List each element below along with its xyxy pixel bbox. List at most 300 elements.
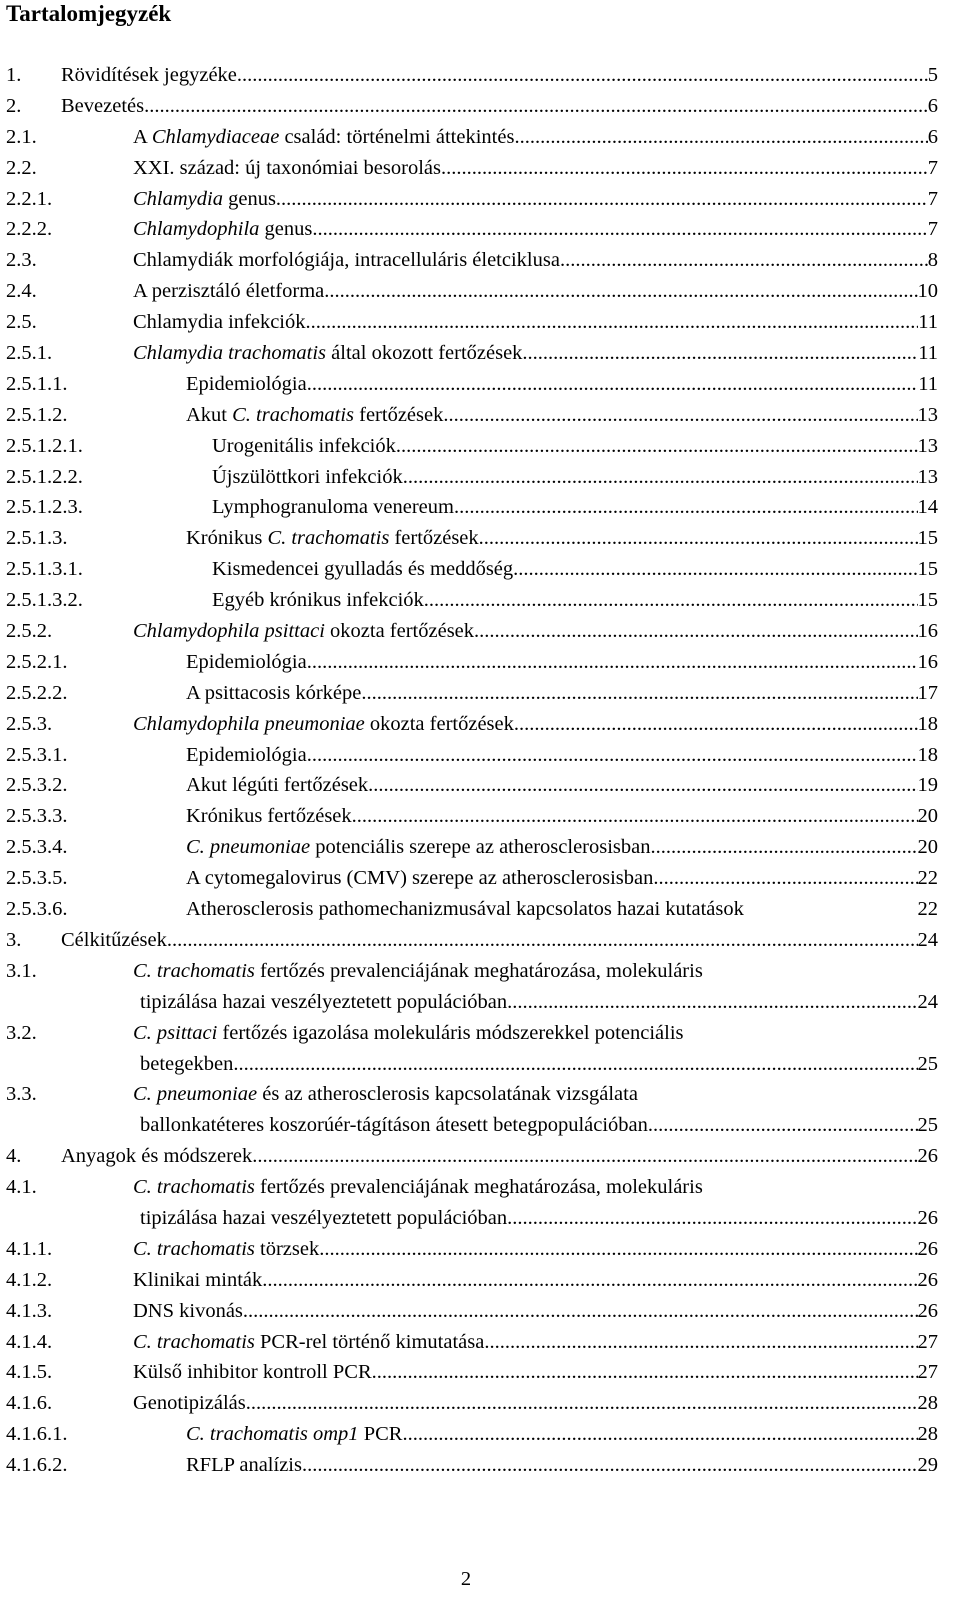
toc-entry-number: 2.5.1.2. bbox=[6, 403, 68, 426]
toc-entry-line bbox=[186, 1419, 938, 1450]
toc-entry-page: 28 bbox=[917, 1423, 938, 1446]
dot-leader bbox=[522, 338, 918, 369]
toc-entry-number: 2.5.2. bbox=[6, 620, 53, 643]
dot-leader bbox=[560, 245, 928, 276]
toc-entry-body bbox=[133, 1079, 938, 1141]
toc-entry-page: 24 bbox=[917, 990, 938, 1013]
toc-entry-text-part: C. pneumoniae bbox=[133, 1083, 258, 1106]
dot-leader bbox=[262, 1265, 917, 1296]
toc-entry[interactable] bbox=[6, 1265, 938, 1296]
toc-entry-body bbox=[133, 956, 938, 1018]
toc-entry-title bbox=[212, 554, 513, 585]
toc-entry[interactable] bbox=[6, 863, 938, 894]
toc-entry-text-part: Genotipizálás bbox=[133, 1392, 246, 1415]
toc-entry-text-part: Chlamydiák morfológiája, intracelluláris életciklusa bbox=[133, 249, 560, 272]
toc-entry-line bbox=[133, 1327, 938, 1358]
toc-entry-text-part: betegekben bbox=[140, 1052, 234, 1075]
toc-entry-body bbox=[133, 709, 938, 740]
toc-entry-body bbox=[186, 1450, 938, 1481]
toc-entry-text-part: C. pneumoniae bbox=[186, 836, 311, 859]
toc-entry[interactable] bbox=[6, 122, 938, 153]
toc-entry-page: 25 bbox=[917, 1114, 938, 1137]
toc-entry[interactable] bbox=[6, 585, 938, 616]
dot-leader bbox=[237, 60, 928, 91]
toc-entry-number: 2.5.1.2.3. bbox=[6, 496, 83, 519]
toc-entry-body bbox=[133, 214, 938, 245]
toc-entry-number: 2.2. bbox=[6, 156, 37, 179]
toc-entry-text-part: tipizálása hazai veszélyeztetett populációban bbox=[140, 990, 508, 1013]
toc-entry-number: 2.5.1.2.1. bbox=[6, 434, 83, 457]
dot-leader bbox=[276, 184, 928, 215]
toc-entry-number: 3.1. bbox=[6, 959, 37, 982]
toc-entry[interactable] bbox=[6, 214, 938, 245]
dot-leader bbox=[372, 1357, 918, 1388]
toc-entry-line bbox=[133, 338, 938, 369]
toc-entry-line bbox=[133, 214, 938, 245]
toc-entry-text-part: A perzisztáló életforma bbox=[133, 280, 325, 303]
toc-entry[interactable] bbox=[6, 956, 938, 1018]
toc-entry-page: 10 bbox=[917, 280, 938, 303]
toc-entry-body bbox=[212, 554, 938, 585]
toc-entry-text-part: Epidemiológia bbox=[186, 650, 307, 673]
toc-entry-title bbox=[133, 1079, 638, 1110]
toc-entry-body bbox=[133, 1234, 938, 1265]
toc-entry-number: 2.5.3.3. bbox=[6, 805, 68, 828]
toc-entry-line bbox=[133, 153, 938, 184]
toc-entry-number: 2.5.1. bbox=[6, 342, 53, 365]
toc-entry-title bbox=[186, 678, 361, 709]
toc-entry-body bbox=[61, 925, 938, 956]
toc-entry-body bbox=[133, 307, 938, 338]
toc-entry-title bbox=[186, 894, 744, 925]
toc-entry-line bbox=[133, 1172, 938, 1203]
toc-entry-title bbox=[133, 338, 522, 369]
toc-entry-body bbox=[61, 91, 938, 122]
toc-entry-body bbox=[133, 1172, 938, 1234]
toc-entry-title bbox=[133, 956, 703, 987]
toc-entry[interactable] bbox=[6, 801, 938, 832]
toc-entry-line bbox=[186, 740, 938, 771]
toc-entry-text-part: C. trachomatis bbox=[133, 959, 255, 982]
toc-entry-text-part: fertőzések bbox=[354, 403, 444, 426]
toc-entry-line bbox=[186, 770, 938, 801]
dot-leader bbox=[167, 925, 918, 956]
toc-entry-page: 25 bbox=[917, 1052, 938, 1075]
toc-entry-text-part: törzsek bbox=[254, 1237, 320, 1260]
toc-entry-page: 26 bbox=[917, 1207, 938, 1229]
toc-entry-text-part: genus bbox=[222, 187, 276, 210]
dot-leader bbox=[396, 431, 918, 462]
dot-leader bbox=[479, 523, 918, 554]
toc-entry-title bbox=[61, 60, 237, 91]
toc-entry-text-part: Epidemiológia bbox=[186, 372, 307, 395]
toc-entry-number: 4.1.3. bbox=[6, 1299, 53, 1322]
toc-entry[interactable] bbox=[6, 307, 938, 338]
toc-entry-page: 26 bbox=[917, 1299, 938, 1322]
toc-entry-title bbox=[133, 1357, 372, 1388]
toc-entry-body bbox=[61, 1141, 938, 1172]
toc-entry-title bbox=[212, 462, 403, 493]
toc-entry-text-part: A cytomegalovirus (CMV) szerepe az atherosclerosisban bbox=[186, 867, 654, 890]
toc-entry[interactable] bbox=[6, 770, 938, 801]
toc-entry-text-part: Krónikus fertőzések bbox=[186, 805, 352, 828]
toc-entry-text-part: Chlamydophila psittaci bbox=[133, 620, 325, 643]
toc-entry-text-part: PCR-rel történő kimutatása bbox=[254, 1330, 485, 1353]
dot-leader bbox=[651, 832, 918, 863]
toc-entry[interactable] bbox=[6, 925, 938, 956]
dot-leader bbox=[252, 1141, 917, 1172]
toc-entry-title bbox=[212, 492, 454, 523]
toc-entry-line bbox=[61, 91, 938, 122]
toc-entry-body bbox=[212, 431, 938, 462]
toc-entry-page: 24 bbox=[917, 928, 938, 951]
toc-entry-line bbox=[212, 431, 938, 462]
toc-entry-title bbox=[133, 184, 276, 215]
toc-entry-title bbox=[133, 245, 560, 276]
toc-entry-body bbox=[133, 1357, 938, 1388]
dot-leader bbox=[319, 1234, 917, 1265]
dot-leader bbox=[402, 1419, 917, 1450]
toc-entry[interactable] bbox=[6, 1141, 938, 1172]
toc-entry-text-part: által okozott fertőzések bbox=[326, 342, 523, 365]
toc-entry-page: 18 bbox=[917, 743, 938, 766]
dot-leader bbox=[507, 987, 917, 1018]
toc-entry[interactable] bbox=[6, 832, 938, 863]
toc-entry-page: 19 bbox=[917, 774, 938, 797]
toc-entry-text-part: fertőzés prevalenciájának meghatározása, molekuláris bbox=[254, 959, 703, 982]
toc-entry[interactable] bbox=[6, 153, 938, 184]
toc-entry-number: 2.5.3.6. bbox=[6, 898, 68, 921]
toc-entry-page: 15 bbox=[917, 527, 938, 550]
toc-entry-line bbox=[133, 1234, 938, 1265]
toc-entry-page: 13 bbox=[917, 465, 938, 488]
toc-entry-line bbox=[133, 184, 938, 215]
toc-entry-text-part: Krónikus bbox=[186, 527, 268, 550]
toc-entry-page: 6 bbox=[927, 94, 938, 117]
toc-entry[interactable] bbox=[6, 276, 938, 307]
toc-entry[interactable] bbox=[6, 647, 938, 678]
toc-entry-text-part: fertőzés prevalenciájának meghatározása, molekuláris bbox=[254, 1176, 703, 1199]
toc-entry[interactable] bbox=[6, 369, 938, 400]
toc-entry-page: 7 bbox=[927, 218, 938, 241]
toc-entry[interactable] bbox=[6, 184, 938, 215]
toc-entry[interactable] bbox=[6, 894, 938, 925]
toc-entry-page: 18 bbox=[917, 712, 938, 735]
toc-entry-body bbox=[133, 1265, 938, 1296]
toc-entry-page: 15 bbox=[917, 558, 938, 581]
toc-entry[interactable] bbox=[6, 1450, 938, 1481]
toc-entry-number: 2.2.1. bbox=[6, 187, 53, 210]
dot-leader bbox=[324, 276, 917, 307]
toc-entry-title bbox=[133, 1388, 246, 1419]
toc-entry-line bbox=[133, 245, 938, 276]
toc-entry-line bbox=[212, 492, 938, 523]
toc-entry-line bbox=[133, 1357, 938, 1388]
toc-entry-number: 1. bbox=[6, 64, 22, 86]
dot-leader bbox=[243, 1296, 918, 1327]
toc-entry[interactable] bbox=[6, 60, 938, 91]
toc-entry-number: 4.1.4. bbox=[6, 1330, 53, 1353]
toc-entry-page: 5 bbox=[927, 64, 938, 86]
toc-entry-page: 20 bbox=[917, 805, 938, 828]
toc-entry-text-part: Akut légúti fertőzések bbox=[186, 774, 369, 797]
toc-entry-number: 4.1.1. bbox=[6, 1237, 53, 1260]
toc-entry-number: 2.5.3.5. bbox=[6, 867, 68, 890]
dot-leader bbox=[306, 307, 919, 338]
toc-entry-number: 2.2.2. bbox=[6, 218, 53, 241]
toc-entry-page: 26 bbox=[917, 1268, 938, 1291]
toc-entry-number: 2.5.3.4. bbox=[6, 836, 68, 859]
dot-leader bbox=[443, 400, 917, 431]
table-of-contents bbox=[6, 60, 938, 1481]
toc-entry-line bbox=[133, 1049, 938, 1080]
toc-entry-line bbox=[133, 616, 938, 647]
toc-entry-number: 2.4. bbox=[6, 280, 37, 303]
toc-entry-line bbox=[133, 1203, 938, 1234]
toc-entry-text-part: Chlamydia trachomatis bbox=[133, 342, 327, 365]
toc-entry-page: 27 bbox=[917, 1330, 938, 1353]
toc-entry-body bbox=[186, 832, 938, 863]
toc-entry-line bbox=[133, 956, 938, 987]
toc-entry-body bbox=[212, 492, 938, 523]
toc-entry-page: 28 bbox=[917, 1392, 938, 1415]
toc-entry-text-part: Kismedencei gyulladás és meddőség bbox=[212, 558, 514, 581]
toc-entry[interactable] bbox=[6, 1419, 938, 1450]
toc-entry-text-part: genus bbox=[259, 218, 313, 241]
toc-entry-number: 2. bbox=[6, 94, 22, 117]
toc-entry-line bbox=[186, 647, 938, 678]
toc-entry-number: 2.5.1.3.1. bbox=[6, 558, 83, 581]
toc-entry-body bbox=[186, 740, 938, 771]
toc-entry-text-part: C. trachomatis omp1 bbox=[186, 1423, 359, 1446]
toc-entry-text-part: ballonkatéteres koszorúér-tágításon átesett betegpopulációban bbox=[140, 1114, 648, 1137]
toc-entry[interactable] bbox=[6, 400, 938, 431]
toc-entry-line bbox=[212, 554, 938, 585]
dot-leader bbox=[233, 1049, 917, 1080]
toc-entry-title bbox=[133, 153, 441, 184]
toc-entry-number: 2.5.3.2. bbox=[6, 774, 68, 797]
toc-entry-page: 27 bbox=[917, 1361, 938, 1384]
toc-entry[interactable] bbox=[6, 1357, 938, 1388]
dot-leader bbox=[441, 153, 928, 184]
toc-entry-title bbox=[186, 1450, 302, 1481]
toc-entry-text-part: Epidemiológia bbox=[186, 743, 307, 766]
toc-entry-line bbox=[61, 925, 938, 956]
toc-entry-text-part: fertőzések bbox=[389, 527, 479, 550]
toc-entry-title bbox=[186, 1419, 402, 1450]
page-title: Tartalomjegyzék bbox=[6, 1, 172, 26]
toc-entry-text-part: C. psittaci bbox=[133, 1021, 218, 1044]
toc-entry-page: 16 bbox=[917, 650, 938, 673]
toc-entry-line bbox=[186, 832, 938, 863]
toc-entry[interactable] bbox=[6, 523, 938, 554]
page-number: 2 bbox=[460, 1568, 472, 1590]
toc-entry-text-part: C. trachomatis bbox=[133, 1237, 255, 1260]
dot-leader bbox=[361, 678, 917, 709]
dot-leader bbox=[302, 1450, 918, 1481]
toc-entry-page: 8 bbox=[927, 249, 938, 272]
toc-entry-text-part: DNS kivonás bbox=[133, 1299, 243, 1322]
toc-entry-title bbox=[133, 307, 306, 338]
toc-entry-title bbox=[140, 1110, 648, 1141]
toc-entry-page: 15 bbox=[917, 589, 938, 612]
toc-entry-number: 2.5.3.1. bbox=[6, 743, 68, 766]
toc-entry-title bbox=[61, 1141, 252, 1172]
toc-entry-title bbox=[186, 647, 307, 678]
toc-entry-title bbox=[186, 832, 651, 863]
toc-entry-title bbox=[133, 276, 324, 307]
toc-entry-page: 6 bbox=[927, 125, 938, 148]
toc-entry[interactable] bbox=[6, 1388, 938, 1419]
toc-entry-body bbox=[61, 60, 938, 91]
dot-leader bbox=[514, 709, 918, 740]
dot-leader bbox=[648, 1110, 918, 1141]
toc-entry[interactable] bbox=[6, 462, 938, 493]
toc-entry-number: 2.5.1.2.2. bbox=[6, 465, 83, 488]
toc-entry-line bbox=[133, 1388, 938, 1419]
toc-entry-text-part: Atherosclerosis pathomechanizmusával kapcsolatos hazai kutatások bbox=[186, 898, 744, 921]
toc-entry-line bbox=[186, 369, 938, 400]
toc-entry-title bbox=[61, 91, 144, 122]
toc-entry-body bbox=[186, 369, 938, 400]
toc-entry-text-part: Chlamydiaceae bbox=[151, 125, 280, 148]
dot-leader bbox=[144, 91, 928, 122]
toc-entry-body bbox=[133, 245, 938, 276]
toc-entry-title bbox=[212, 431, 396, 462]
toc-entry-body bbox=[186, 678, 938, 709]
toc-entry-text-part: és az atherosclerosis kapcsolatának vizsgálata bbox=[257, 1083, 638, 1106]
toc-entry-page: 7 bbox=[927, 187, 938, 210]
toc-entry-title bbox=[133, 1296, 243, 1327]
toc-entry-number: 2.5.1.3.2. bbox=[6, 589, 83, 612]
toc-entry-line bbox=[133, 307, 938, 338]
toc-entry[interactable] bbox=[6, 1234, 938, 1265]
dot-leader bbox=[312, 214, 927, 245]
toc-entry-body bbox=[133, 184, 938, 215]
toc-entry[interactable] bbox=[6, 91, 938, 122]
toc-entry-text-part: Bevezetés bbox=[61, 94, 145, 117]
toc-entry-page: 17 bbox=[917, 681, 938, 704]
dot-leader bbox=[474, 616, 917, 647]
toc-entry-body bbox=[133, 1388, 938, 1419]
toc-entry-body bbox=[212, 462, 938, 493]
toc-entry-number: 2.5. bbox=[6, 311, 37, 334]
dot-leader bbox=[514, 122, 927, 153]
toc-entry[interactable] bbox=[6, 492, 938, 523]
toc-entry-title bbox=[186, 369, 307, 400]
toc-entry-page: 20 bbox=[917, 836, 938, 859]
dot-leader bbox=[352, 801, 918, 832]
toc-entry[interactable] bbox=[6, 431, 938, 462]
toc-entry-line bbox=[133, 1265, 938, 1296]
toc-entry-text-part: A bbox=[133, 125, 152, 148]
toc-entry-line bbox=[186, 678, 938, 709]
toc-entry-number: 2.5.1.1. bbox=[6, 372, 68, 395]
toc-entry-page: 14 bbox=[917, 496, 938, 519]
toc-entry-title bbox=[61, 925, 167, 956]
toc-entry[interactable] bbox=[6, 1296, 938, 1327]
toc-entry-line bbox=[133, 1018, 938, 1049]
toc-entry[interactable] bbox=[6, 1079, 938, 1141]
toc-entry[interactable] bbox=[6, 678, 938, 709]
toc-entry-title bbox=[133, 1327, 484, 1358]
toc-entry-title bbox=[133, 122, 514, 153]
toc-entry-number: 4.1.5. bbox=[6, 1361, 53, 1384]
toc-entry-number: 2.5.2.1. bbox=[6, 650, 68, 673]
toc-entry[interactable] bbox=[6, 740, 938, 771]
toc-entry[interactable] bbox=[6, 1172, 938, 1234]
toc-entry-title bbox=[133, 709, 514, 740]
toc-entry-text-part: Chlamydophila pneumoniae bbox=[133, 712, 365, 735]
toc-entry-page: 22 bbox=[917, 898, 938, 921]
toc-entry-number: 3.2. bbox=[6, 1021, 37, 1044]
toc-entry-body bbox=[186, 400, 938, 431]
toc-entry-number: 2.5.3. bbox=[6, 712, 53, 735]
dot-leader bbox=[403, 462, 918, 493]
dot-leader bbox=[307, 369, 919, 400]
toc-entry-line bbox=[133, 1296, 938, 1327]
toc-entry-title bbox=[186, 863, 653, 894]
toc-entry-text-part: okozta fertőzések bbox=[364, 712, 514, 735]
toc-entry-title bbox=[133, 1172, 703, 1203]
toc-entry-page: 16 bbox=[917, 620, 938, 643]
toc-entry-body bbox=[186, 894, 938, 925]
toc-entry-body bbox=[186, 647, 938, 678]
toc-entry[interactable] bbox=[6, 1018, 938, 1080]
toc-entry-number: 2.1. bbox=[6, 125, 37, 148]
dot-leader bbox=[307, 740, 918, 771]
toc-entry-title bbox=[140, 987, 507, 1018]
toc-entry-body bbox=[133, 1018, 938, 1080]
toc-entry-page: 7 bbox=[927, 156, 938, 179]
toc-entry-title bbox=[212, 585, 424, 616]
toc-entry-line bbox=[133, 276, 938, 307]
toc-entry[interactable] bbox=[6, 554, 938, 585]
toc-entry-page: 13 bbox=[917, 434, 938, 457]
dot-leader bbox=[246, 1388, 918, 1419]
toc-entry[interactable] bbox=[6, 709, 938, 740]
dot-leader bbox=[513, 554, 917, 585]
toc-entry-text-part: Akut bbox=[186, 403, 233, 426]
toc-entry-text-part: Urogenitális infekciók bbox=[212, 434, 396, 457]
toc-entry-text-part: C. trachomatis bbox=[133, 1176, 255, 1199]
toc-entry[interactable] bbox=[6, 338, 938, 369]
toc-entry-line bbox=[186, 1450, 938, 1481]
toc-entry-number: 3. bbox=[6, 928, 22, 951]
toc-entry-text-part: Chlamydophila bbox=[133, 218, 260, 241]
toc-entry-title bbox=[140, 1049, 233, 1080]
toc-entry-text-part: Külső inhibitor kontroll PCR bbox=[133, 1361, 372, 1384]
toc-entry-title bbox=[133, 616, 474, 647]
toc-entry-body bbox=[133, 1296, 938, 1327]
toc-entry[interactable] bbox=[6, 616, 938, 647]
toc-entry-line bbox=[133, 709, 938, 740]
toc-entry-body bbox=[133, 153, 938, 184]
toc-entry-number: 4. bbox=[6, 1145, 22, 1168]
toc-entry-line bbox=[186, 523, 938, 554]
toc-entry-page: 11 bbox=[918, 372, 938, 395]
toc-entry-line bbox=[133, 1110, 938, 1141]
toc-entry[interactable] bbox=[6, 245, 938, 276]
toc-entry-title bbox=[186, 740, 307, 771]
toc-entry-number: 4.1.6.2. bbox=[6, 1454, 68, 1477]
toc-entry-text-part: Chlamydia infekciók bbox=[133, 311, 306, 334]
toc-entry-title bbox=[186, 801, 352, 832]
toc-entry-body bbox=[186, 801, 938, 832]
toc-entry[interactable] bbox=[6, 1327, 938, 1358]
toc-entry-page: 11 bbox=[918, 311, 938, 334]
dot-leader bbox=[653, 863, 917, 894]
